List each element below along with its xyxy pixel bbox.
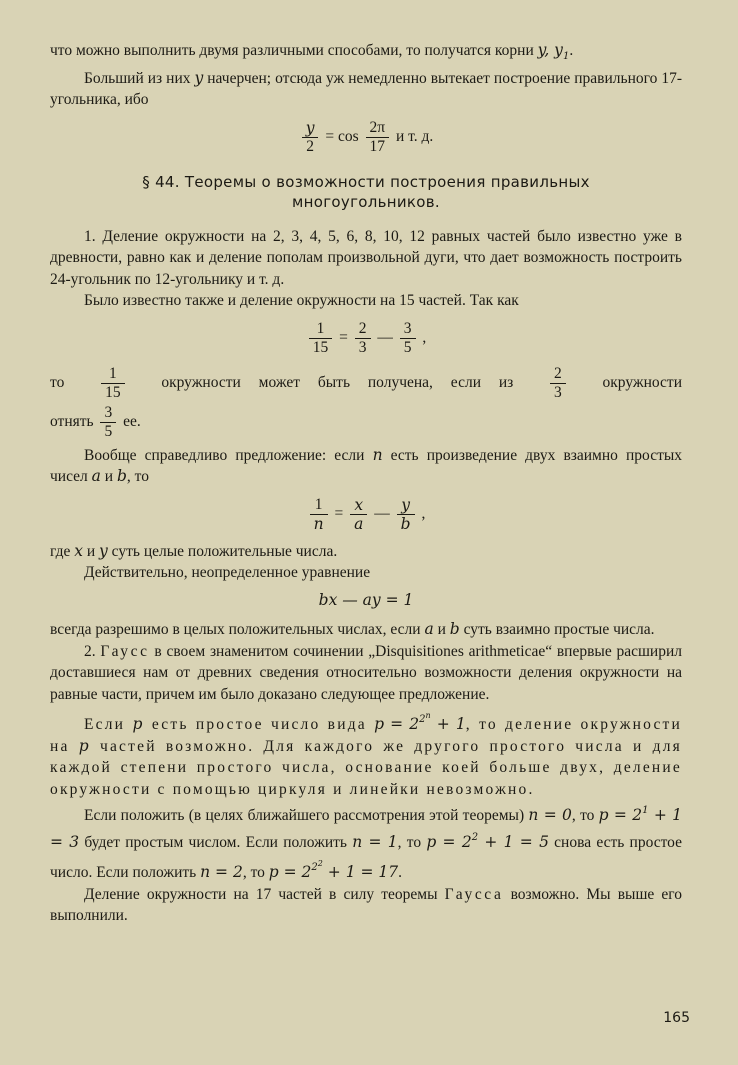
text-run: есть простое число вида xyxy=(144,716,375,734)
text-punct: . xyxy=(569,42,574,59)
formula-part: p = 2 xyxy=(374,715,420,734)
fraction xyxy=(302,119,319,156)
paragraph-continuation xyxy=(50,40,682,68)
math-variable: x xyxy=(74,541,83,560)
fraction xyxy=(355,320,371,357)
math-variable: y xyxy=(194,68,204,87)
formula-part: p = 2 xyxy=(268,863,312,882)
fraction-numerator: x xyxy=(354,495,364,514)
paragraph-general xyxy=(50,445,682,488)
text-run: окружности xyxy=(602,374,682,392)
formula-text: , xyxy=(421,504,426,522)
math-variable: a xyxy=(424,620,434,639)
fraction-denominator: 15 xyxy=(101,383,125,402)
paragraph-theorem xyxy=(50,705,682,800)
formula-part: 2 xyxy=(311,862,318,874)
formula-part: p = 2 xyxy=(598,806,643,825)
fraction xyxy=(397,496,415,533)
fraction-numerator: 1 xyxy=(316,319,325,337)
math-variable: b xyxy=(116,467,127,486)
heading-line: § 44. Теоремы о возможности построения правильных xyxy=(142,172,590,191)
formula-text: и т. д. xyxy=(395,127,434,145)
text-run: снова есть простое число. Если положить xyxy=(50,833,683,882)
text-run: есть произведение двух взаимно простых чисел xyxy=(50,446,683,486)
text-run: где xyxy=(50,542,75,560)
paragraph-indeterminate: Действительно, неопределенное уравнение xyxy=(84,564,371,582)
text-run: суть целые положительные числа. xyxy=(107,542,338,560)
fraction-numerator: 3 xyxy=(403,319,412,337)
formula-part: 2 xyxy=(317,859,323,869)
formula-superscript xyxy=(311,859,323,874)
formula-text: = xyxy=(334,504,344,522)
formula-part: + 1 = 17 xyxy=(322,863,399,882)
fraction-denominator: a xyxy=(350,514,367,533)
text-run: ее. xyxy=(123,412,141,430)
paragraph-where xyxy=(50,541,682,563)
text-run: отнять xyxy=(50,412,94,430)
fraction xyxy=(101,365,125,402)
fraction-numerator: 2 xyxy=(554,364,562,382)
page-body xyxy=(50,40,682,927)
formula-text: = cos xyxy=(325,127,359,145)
fraction-numerator: 3 xyxy=(104,403,113,421)
fraction-numerator: 1 xyxy=(108,364,117,382)
heading-line: многоугольников. xyxy=(292,192,440,211)
paragraph-fifteen-result xyxy=(50,365,682,402)
fraction-numerator: 2π xyxy=(369,118,386,136)
math-formula xyxy=(426,833,549,851)
fraction-numerator: 1 xyxy=(314,495,323,513)
text-run: и xyxy=(82,542,100,560)
fraction xyxy=(400,320,416,357)
paragraph-solvable xyxy=(50,619,682,641)
text-run: и xyxy=(100,468,117,486)
text-run: , то xyxy=(571,807,599,825)
text-run: всегда разрешимо в целых положительных числах, если xyxy=(50,621,425,639)
formula-superscript: 1 xyxy=(642,805,649,817)
math-variables: y, y xyxy=(537,41,563,59)
text-run: и xyxy=(433,621,450,639)
text-run: суть взаимно простые числа. xyxy=(459,621,655,639)
fraction-numerator: y xyxy=(305,118,315,137)
math-variable: n xyxy=(372,445,383,464)
math-variable: y xyxy=(99,541,108,560)
formula-text: — xyxy=(377,328,393,346)
text-run: в своем знаменитом сочинении „Disquisitiones arithmeticae“ впервые расширил доставшиеся нам от древних сведения относительно возможности деления окружности на равные части, причем им было доказано следующее предложение. xyxy=(50,642,682,703)
math-expression: n = 0 xyxy=(528,806,572,825)
text-run: частей возможно. Для каждого же другого простого числа и для каждой степени простого числа, основание коей больше двух, деление окружности с помощью циркуля и линейки невозможно. xyxy=(50,737,682,798)
math-expression: n = 1 xyxy=(352,832,398,851)
formula-diophantine: bx — ay = 1 xyxy=(318,590,414,609)
formula-part: + 1 = 5 xyxy=(478,832,549,851)
text-run: Деление окружности на 17 частей в силу теоремы xyxy=(84,885,445,903)
formula-part: p = 2 xyxy=(426,832,472,851)
fraction-denominator: n xyxy=(310,514,328,533)
text-run: Вообще справедливо предложение: если xyxy=(84,446,373,464)
paragraph-larger-root xyxy=(50,68,682,111)
math-subscript: 1 xyxy=(562,51,570,63)
fraction-denominator: 3 xyxy=(355,338,371,357)
text-run: , то xyxy=(126,468,149,486)
fraction-denominator: 3 xyxy=(550,383,566,402)
fraction xyxy=(550,365,566,402)
fraction-denominator: 5 xyxy=(400,338,416,357)
fraction-denominator: 17 xyxy=(366,137,390,156)
text-run: Больший из них xyxy=(84,69,195,87)
fraction-denominator: 15 xyxy=(309,338,333,357)
math-expression: n = 2 xyxy=(200,863,243,882)
text-line: что можно выполнить двумя различными способами, то получатся xyxy=(50,42,492,59)
text-run: возможно. Мы выше его выполнили. xyxy=(50,885,682,925)
text-run: , то деление окружности на xyxy=(50,716,683,755)
formula-superscript: 2 xyxy=(471,831,479,843)
fraction xyxy=(100,404,116,441)
formula-part: + 1 xyxy=(430,715,466,734)
text-run: , то xyxy=(242,864,269,882)
text-run: 2. xyxy=(84,642,101,660)
paragraph-conclusion xyxy=(50,884,682,927)
fraction xyxy=(310,496,328,533)
math-variable: b xyxy=(449,620,460,639)
formula-part: n xyxy=(425,711,431,721)
paragraph-fermat xyxy=(50,800,682,884)
math-variable: p xyxy=(78,736,91,755)
author-name: Гаусса xyxy=(444,885,504,903)
text-run: Если положить (в целях ближайшего рассмотрения этой теоремы) xyxy=(84,807,529,825)
section-heading xyxy=(50,172,682,212)
text-run: будет простым числом. Если положить xyxy=(79,833,353,851)
paragraph-division: 1. Деление окружности на 2, 3, 4, 5, 6, 8, 10, 12 равных частей было известно уже в древности, равно как и деление пополам произвольной дуги, что дает возможность построить 24-угольник по 12-угольнику и т. д. xyxy=(50,227,682,288)
formula-text: = xyxy=(339,328,348,346)
paragraph-fifteen: Было известно также и деление окружности на 15 частей. Так как xyxy=(84,292,519,310)
math-formula xyxy=(268,859,399,882)
fraction-denominator: b xyxy=(397,514,415,533)
formula-part: 2 xyxy=(419,714,426,726)
page-number: 165 xyxy=(663,1010,690,1026)
author-name: Гаусс xyxy=(100,642,150,660)
fraction-denominator: 5 xyxy=(100,422,116,441)
formula-general xyxy=(50,496,682,533)
math-variable: a xyxy=(91,467,101,486)
text-run: окружности может быть получена, если из xyxy=(161,374,514,392)
text-punct: . xyxy=(398,864,403,882)
formula-cos xyxy=(50,119,682,156)
fraction xyxy=(350,496,367,533)
fraction-numerator: y xyxy=(401,495,410,514)
formula-superscript xyxy=(419,711,431,726)
fraction xyxy=(366,119,390,156)
text-run: Если xyxy=(84,716,133,734)
formula-text: — xyxy=(374,504,390,522)
fraction xyxy=(309,320,333,357)
text-line: корни xyxy=(494,42,538,59)
formula-part: + 1 = 3 xyxy=(50,806,683,851)
fraction-denominator: 2 xyxy=(302,137,318,156)
paragraph-gauss xyxy=(50,641,682,706)
text-run: начерчен; отсюда уж немедленно вытекает построение правильного 17-угольника, ибо xyxy=(50,69,682,109)
paragraph-fifteen-result-cont xyxy=(50,404,682,441)
math-formula xyxy=(374,711,466,734)
math-variable: p xyxy=(132,715,145,734)
fraction-numerator: 2 xyxy=(358,319,367,337)
text-run: , то xyxy=(397,833,427,851)
formula-fifteen xyxy=(50,320,682,357)
text-run: то xyxy=(50,374,65,392)
formula-text: , xyxy=(422,328,427,346)
